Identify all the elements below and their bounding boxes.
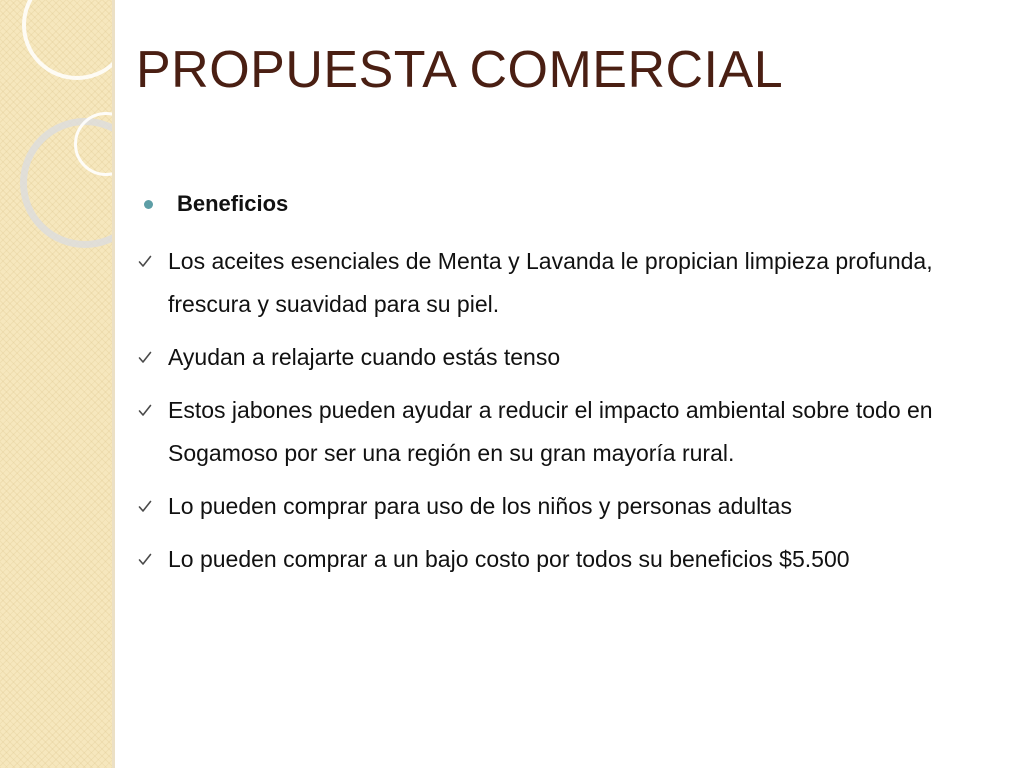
checkmark-icon — [134, 336, 168, 379]
list-item — [134, 538, 994, 581]
checkmark-icon — [134, 538, 168, 581]
checkmark-icon — [134, 485, 168, 528]
checkmark-icon — [134, 240, 168, 283]
slide-title: PROPUESTA COMERCIAL — [136, 41, 784, 99]
list-item — [134, 389, 994, 475]
subheading: Beneficios — [177, 191, 289, 216]
list-item-text: Estos jabones pueden ayudar a reducir el impacto ambiental sobre todo en Sogamoso por ser una región en su gran mayoría rural. — [168, 397, 933, 466]
decorative-side-band — [0, 0, 112, 768]
subheading-row — [134, 186, 994, 222]
list-item-text: Ayudan a relajarte cuando estás tenso — [168, 344, 561, 370]
list-item — [134, 485, 994, 528]
slide-content — [134, 186, 994, 591]
dot-bullet-icon — [144, 200, 153, 209]
list-item — [134, 240, 994, 326]
list-item-text: Lo pueden comprar a un bajo costo por todos su beneficios $5.500 — [168, 546, 850, 572]
band-edge-divider — [112, 0, 115, 768]
list-item-text: Los aceites esenciales de Menta y Lavanda le propician limpieza profunda, frescura y suavidad para su piel. — [168, 248, 933, 317]
checkmark-icon — [134, 389, 168, 432]
benefits-list — [134, 240, 994, 581]
list-item — [134, 336, 994, 379]
list-item-text: Lo pueden comprar para uso de los niños y personas adultas — [168, 493, 792, 519]
decorative-ring — [22, 0, 112, 80]
